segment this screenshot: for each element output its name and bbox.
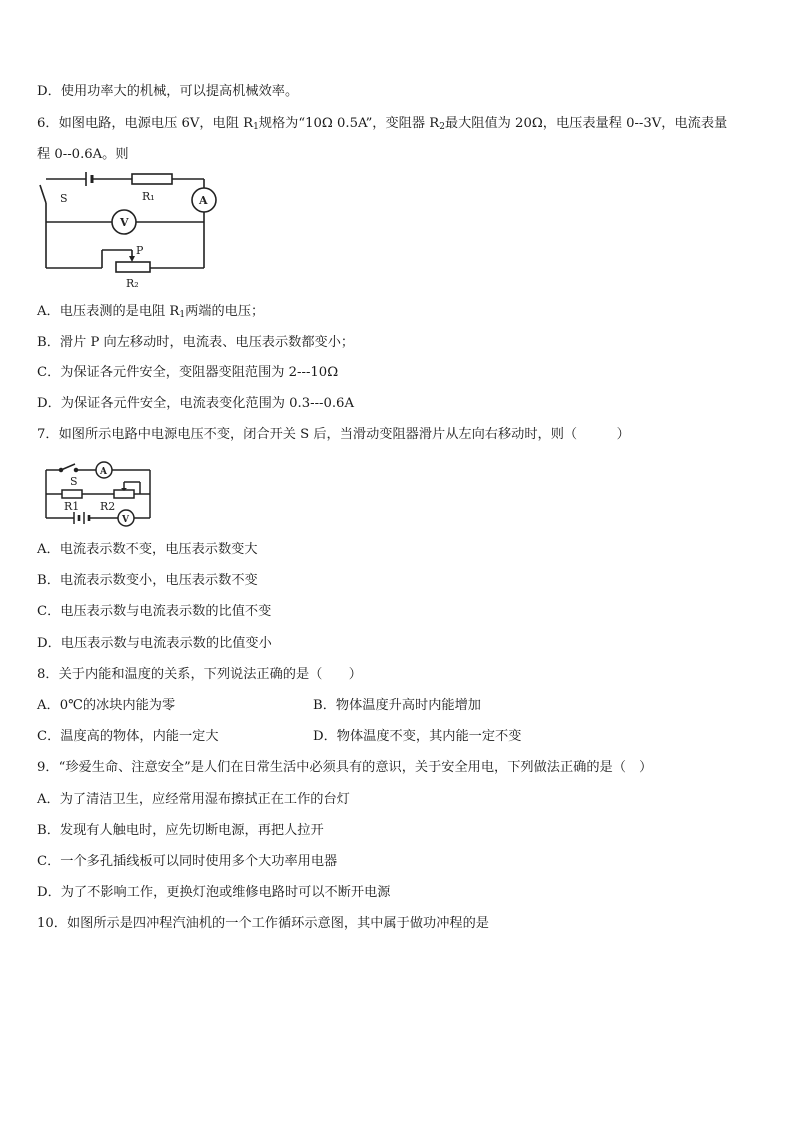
q7-label-r2: R2 xyxy=(100,500,116,513)
q9-option-d: D．为了不影响工作，更换灯泡或维修电路时可以不断开电源 xyxy=(37,885,391,900)
q6-r1-resistor xyxy=(132,174,172,184)
q6-stem-text-c: 最大阻值为 20Ω，电压表量程 0--3V，电流表量 xyxy=(444,116,728,131)
q6-stem-line2: 程 0--0.6A。则 xyxy=(37,147,129,162)
q6-label-v: V xyxy=(120,216,129,229)
q6-label-r2: R₂ xyxy=(126,277,139,290)
q7-label-s: S xyxy=(70,475,78,488)
q7-label-v: V xyxy=(122,515,129,525)
q6-label-p: P xyxy=(136,244,144,257)
q9-option-c: C．一个多孔插线板可以同时使用多个大功率用电器 xyxy=(37,854,338,869)
q7-option-d: D．电压表示数与电流表示数的比值变小 xyxy=(37,636,272,651)
q6-r2-resistor xyxy=(116,262,150,272)
q6-stem-text-a: 6．如图电路，电源电压 6V，电阻 R xyxy=(37,116,254,131)
q6-option-a-sub: 1 xyxy=(179,310,186,320)
q6-option-b: B．滑片 P 向左移动时，电流表、电压表示数都变小； xyxy=(37,335,355,350)
q7-r2-resistor xyxy=(114,490,134,498)
q9-option-a: A．为了清洁卫生，应经常用湿布擦拭正在工作的台灯 xyxy=(37,792,350,807)
q7-label-r1: R1 xyxy=(64,500,80,513)
q8-option-d: D．物体温度不变，其内能一定不变 xyxy=(313,729,522,744)
q6-option-d: D．为保证各元件安全，电流表变化范围为 0.3---0.6A xyxy=(37,396,354,411)
q7-stem: 7．如图所示电路中电源电压不变，闭合开关 S 后，当滑动变阻器滑片从左向右移动时，则（ ） xyxy=(37,427,630,442)
q6-slider-arrow xyxy=(129,256,135,262)
q5-option-d: D．使用功率大的机械，可以提高机械效率。 xyxy=(37,84,299,99)
q7-option-a: A．电流表示数不变，电压表示数变大 xyxy=(37,542,258,557)
q6-option-a-text-post: 两端的电压； xyxy=(185,304,265,319)
q6-stem-sub2: 2 xyxy=(439,122,445,132)
q9-option-b: B．发现有人触电时，应先切断电源，再把人拉开 xyxy=(37,823,324,838)
q8-stem: 8．关于内能和温度的关系，下列说法正确的是（ ） xyxy=(37,667,362,682)
q6-option-c: C．为保证各元件安全，变阻器变阻范围为 2---10Ω xyxy=(37,365,339,380)
q6-label-s: S xyxy=(60,192,68,205)
q7-option-c: C．电压表示数与电流表示数的比值不变 xyxy=(37,604,272,619)
q6-stem-sub1: 1 xyxy=(253,122,259,132)
q7-label-a: A xyxy=(100,467,107,477)
q7-r1-resistor xyxy=(62,490,82,498)
q6-label-r1: R₁ xyxy=(142,190,155,203)
q6-switch-blade xyxy=(40,185,46,203)
q6-option-a xyxy=(37,302,264,325)
q6-option-a-text: A．电压表测的是电阻 R xyxy=(37,304,180,319)
q6-label-a: A xyxy=(199,194,208,207)
q7-option-b: B．电流表示数变小，电压表示数不变 xyxy=(37,573,258,588)
q7-switch-blade xyxy=(61,464,75,470)
q10-stem: 10．如图所示是四冲程汽油机的一个工作循环示意图，其中属于做功冲程的是 xyxy=(37,916,489,931)
q7-circuit-diagram xyxy=(42,458,154,528)
q6-stem-line1 xyxy=(37,114,727,137)
q6-circuit-diagram xyxy=(36,170,220,290)
q6-stem-text-b: 规格为“10Ω 0.5A”，变阻器 R xyxy=(258,116,440,131)
q8-option-a: A．0℃的冰块内能为零 xyxy=(37,698,176,713)
q8-option-c: C．温度高的物体，内能一定大 xyxy=(37,729,219,744)
q9-stem: 9．“珍爱生命、注意安全”是人们在日常生活中必须具有的意识，关于安全用电，下列做法正确的是（ ） xyxy=(37,760,653,775)
q8-option-b: B．物体温度升高时内能增加 xyxy=(313,698,481,713)
